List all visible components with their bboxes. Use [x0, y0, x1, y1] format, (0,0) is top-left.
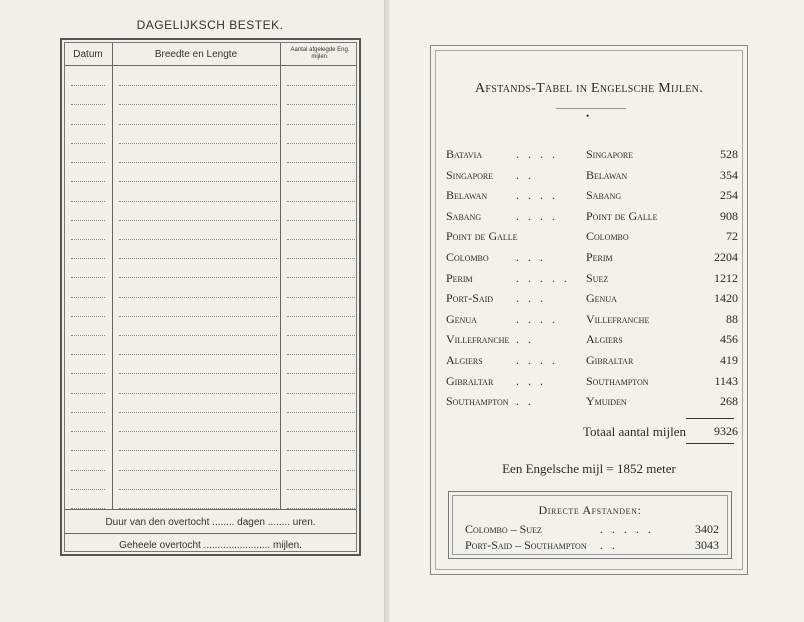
- log-ruled-line: [287, 162, 355, 163]
- to-port: Sabang: [586, 188, 622, 202]
- log-ruled-line: [71, 181, 105, 182]
- log-ruled-line: [71, 489, 105, 490]
- distance-row: [446, 250, 738, 270]
- log-ruled-line: [119, 277, 277, 278]
- log-ruled-line: [119, 393, 277, 394]
- direct-dots: . .: [600, 538, 618, 552]
- distance-miles: 268: [720, 394, 738, 408]
- log-ruled-line: [287, 124, 355, 125]
- direct-distances-title: Directe Afstanden:: [538, 503, 642, 517]
- distance-miles: 1212: [714, 271, 738, 285]
- log-ruled-line: [71, 258, 105, 259]
- from-port: Singapore: [446, 168, 494, 182]
- leader-dots: . . .: [516, 374, 546, 388]
- log-ruled-line: [119, 470, 277, 471]
- total-voyage-line: Geheele overtocht ........................ mijlen.: [119, 540, 302, 551]
- distance-miles: 254: [720, 188, 738, 202]
- log-rows: [65, 67, 356, 509]
- distance-row: [446, 332, 738, 352]
- from-port: Point de Galle: [446, 229, 518, 243]
- direct-route: Colombo – Suez: [465, 522, 542, 536]
- to-port: Villefranche: [586, 312, 650, 326]
- log-ruled-line: [287, 258, 355, 259]
- to-port: Point de Galle: [586, 209, 658, 223]
- log-ruled-line: [71, 354, 105, 355]
- log-ruled-line: [71, 412, 105, 413]
- log-ruled-line: [119, 450, 277, 451]
- log-ruled-line: [71, 124, 105, 125]
- distance-miles: 528: [720, 147, 738, 161]
- log-table-inner: [64, 42, 357, 552]
- leader-dots: . .: [516, 394, 534, 408]
- log-ruled-line: [287, 412, 355, 413]
- direct-route: Port-Said – Southampton: [465, 538, 587, 552]
- from-port: Perim: [446, 271, 473, 285]
- from-port: Sabang: [446, 209, 482, 223]
- log-ruled-line: [119, 239, 277, 240]
- distance-miles: 88: [726, 312, 738, 326]
- mile-conversion: Een Engelsche mijl = 1852 meter: [502, 461, 676, 476]
- from-port: Port-Said: [446, 291, 494, 305]
- from-port: Batavia: [446, 147, 483, 161]
- distance-row: [446, 229, 738, 249]
- log-ruled-line: [287, 316, 355, 317]
- ornament-dot: •: [586, 111, 590, 121]
- left-page: [0, 0, 385, 622]
- leader-dots: . . . .: [516, 312, 558, 326]
- distance-table-title: Afstands-Tabel in Engelsche Mijlen.: [474, 81, 704, 96]
- to-port: Singapore: [586, 147, 634, 161]
- log-ruled-line: [119, 201, 277, 202]
- log-ruled-line: [119, 85, 277, 86]
- direct-miles: 3043: [695, 538, 719, 552]
- from-port: Villefranche: [446, 332, 510, 346]
- log-ruled-line: [119, 412, 277, 413]
- total-label: Totaal aantal mijlen: [582, 424, 686, 439]
- log-ruled-line: [119, 431, 277, 432]
- leader-dots: . . .: [516, 250, 546, 264]
- footer-divider: [65, 533, 356, 534]
- log-ruled-line: [287, 201, 355, 202]
- log-ruled-line: [119, 258, 277, 259]
- log-table: [60, 38, 361, 556]
- log-ruled-line: [287, 220, 355, 221]
- direct-miles: 3402: [695, 522, 719, 536]
- from-port: Algiers: [446, 353, 483, 367]
- log-ruled-line: [287, 297, 355, 298]
- log-ruled-line: [287, 239, 355, 240]
- leader-dots: . . . .: [516, 188, 558, 202]
- log-ruled-line: [287, 373, 355, 374]
- total-underline: [686, 443, 734, 444]
- log-ruled-line: [287, 431, 355, 432]
- header-divider: [65, 65, 356, 66]
- distance-miles: 456: [720, 332, 738, 346]
- duration-line: Duur van den overtocht ........ dagen ........ uren.: [105, 517, 316, 528]
- log-ruled-line: [119, 162, 277, 163]
- distance-miles: 1420: [714, 291, 738, 305]
- log-ruled-line: [287, 143, 355, 144]
- log-ruled-line: [119, 181, 277, 182]
- log-ruled-line: [119, 143, 277, 144]
- distance-row: [446, 168, 738, 188]
- distance-miles: 419: [720, 353, 738, 367]
- sum-rule: [686, 418, 734, 419]
- direct-distances-box: [448, 491, 732, 559]
- log-ruled-line: [287, 181, 355, 182]
- leader-dots: . .: [516, 168, 534, 182]
- from-port: Southampton: [446, 394, 509, 408]
- log-ruled-line: [119, 297, 277, 298]
- log-ruled-line: [71, 220, 105, 221]
- log-ruled-line: [71, 85, 105, 86]
- distance-table-inner-frame: [435, 50, 743, 570]
- log-ruled-line: [287, 335, 355, 336]
- leader-dots: . .: [516, 332, 534, 346]
- distance-row: [446, 209, 738, 229]
- log-ruled-line: [71, 431, 105, 432]
- distance-miles: 2204: [714, 250, 738, 264]
- from-port: Genua: [446, 312, 477, 326]
- log-ruled-line: [119, 220, 277, 221]
- log-ruled-line: [71, 450, 105, 451]
- distance-table-frame: [430, 45, 748, 575]
- column-header-miles: Aantal afgelegde Eng. mijlen.: [290, 47, 350, 60]
- right-page: [389, 0, 804, 622]
- distance-row: [446, 188, 738, 208]
- from-port: Belawan: [446, 188, 488, 202]
- from-port: Gibraltar: [446, 374, 494, 388]
- log-ruled-line: [119, 354, 277, 355]
- distance-miles: 354: [720, 168, 738, 182]
- distance-row: [446, 147, 738, 167]
- total-value: 9326: [714, 424, 738, 438]
- distance-row: [446, 312, 738, 332]
- to-port: Colombo: [586, 229, 629, 243]
- log-ruled-line: [71, 239, 105, 240]
- to-port: Perim: [586, 250, 613, 264]
- log-ruled-line: [119, 335, 277, 336]
- log-ruled-line: [71, 162, 105, 163]
- log-ruled-line: [287, 470, 355, 471]
- log-title: DAGELIJKSCH BESTEK.: [136, 18, 284, 32]
- log-ruled-line: [119, 124, 277, 125]
- leader-dots: . . . .: [516, 209, 558, 223]
- to-port: Ymuiden: [586, 394, 627, 408]
- log-ruled-line: [71, 277, 105, 278]
- distance-miles: 72: [726, 229, 738, 243]
- distance-miles: 908: [720, 209, 738, 223]
- log-ruled-line: [71, 316, 105, 317]
- column-header-date: Datum: [73, 48, 103, 60]
- log-ruled-line: [71, 143, 105, 144]
- distance-row: [446, 374, 738, 394]
- to-port: Algiers: [586, 332, 623, 346]
- log-ruled-line: [119, 489, 277, 490]
- to-port: Genua: [586, 291, 617, 305]
- log-ruled-line: [119, 373, 277, 374]
- to-port: Gibraltar: [586, 353, 634, 367]
- distance-row: [446, 271, 738, 291]
- log-ruled-line: [71, 470, 105, 471]
- log-ruled-line: [119, 316, 277, 317]
- leader-dots: . . . . .: [516, 271, 570, 285]
- leader-dots: . . .: [516, 291, 546, 305]
- log-ruled-line: [287, 85, 355, 86]
- log-ruled-line: [119, 104, 277, 105]
- log-ruled-line: [287, 104, 355, 105]
- log-ruled-line: [71, 201, 105, 202]
- from-port: Colombo: [446, 250, 489, 264]
- distance-row: [446, 353, 738, 373]
- log-ruled-line: [71, 297, 105, 298]
- log-ruled-line: [287, 393, 355, 394]
- leader-dots: . . . .: [516, 353, 558, 367]
- column-header-position: Breedte en Lengte: [154, 48, 238, 60]
- leader-dots: . . . .: [516, 147, 558, 161]
- log-ruled-line: [71, 373, 105, 374]
- direct-distances-inner: [452, 495, 728, 555]
- distance-row: [446, 394, 738, 414]
- log-ruled-line: [287, 489, 355, 490]
- to-port: Suez: [586, 271, 609, 285]
- log-ruled-line: [287, 277, 355, 278]
- direct-dots: . . . . .: [600, 522, 654, 536]
- to-port: Belawan: [586, 168, 628, 182]
- title-rule: [556, 108, 626, 109]
- footer-divider: [65, 509, 356, 510]
- log-ruled-line: [71, 393, 105, 394]
- log-ruled-line: [287, 450, 355, 451]
- log-ruled-line: [287, 354, 355, 355]
- to-port: Southampton: [586, 374, 649, 388]
- distance-row: [446, 291, 738, 311]
- log-ruled-line: [71, 335, 105, 336]
- log-ruled-line: [71, 104, 105, 105]
- distance-miles: 1143: [714, 374, 738, 388]
